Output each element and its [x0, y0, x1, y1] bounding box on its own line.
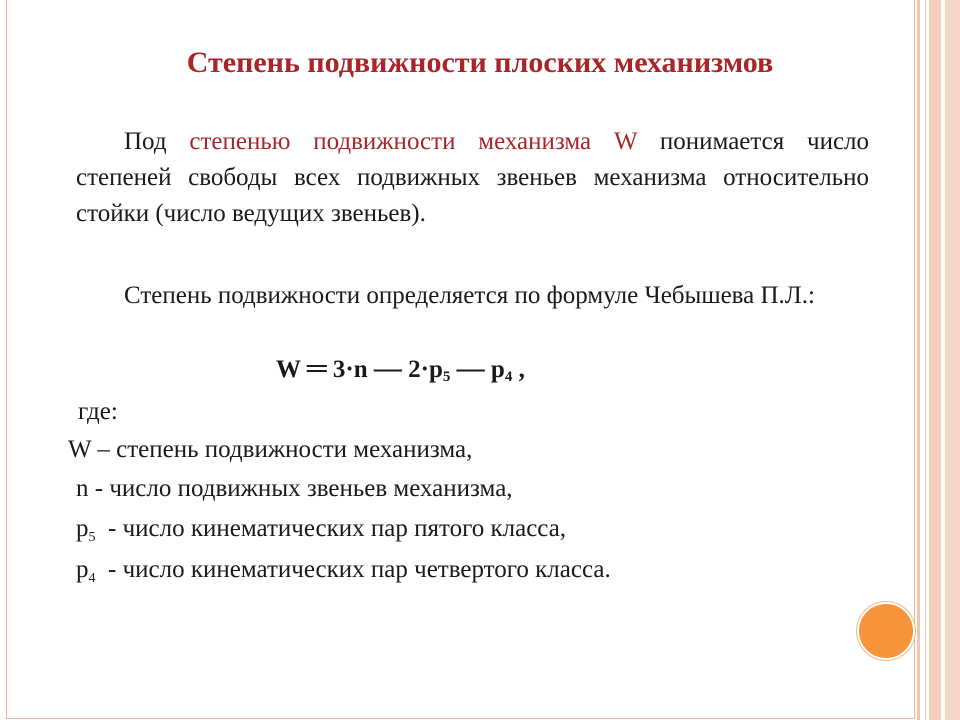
- where-label: где:: [78, 398, 118, 425]
- def-p4-symbol: p: [76, 556, 89, 583]
- formula-term-3-sub: 4: [504, 369, 513, 385]
- slide-title: Степень подвижности плоских механизмов: [186, 46, 774, 79]
- def-p5-text: - число кинематических пар пятого класса,: [95, 515, 567, 542]
- definition-paragraph: [76, 124, 869, 232]
- stripe: [945, 0, 960, 720]
- decorative-stripes: [915, 0, 960, 720]
- def-w: W – степень подвижности механизма,: [68, 436, 473, 463]
- chebyshev-formula: [276, 353, 525, 386]
- decorative-circle: [857, 602, 915, 660]
- formula-minus-2: —: [456, 353, 485, 384]
- def-p4: [76, 556, 611, 587]
- formula-tail: ,: [518, 356, 525, 383]
- formula-term-2: 2·p: [408, 356, 443, 383]
- def-p5: [76, 515, 566, 546]
- para1-highlight: степенью подвижности механизма W: [189, 128, 638, 155]
- formula-intro-paragraph: [76, 278, 869, 314]
- para1-lead: Под: [124, 128, 167, 155]
- formula-minus-1: —: [373, 353, 402, 384]
- stripe: [925, 0, 926, 720]
- def-p5-sub: 5: [88, 530, 96, 545]
- stripe: [917, 0, 920, 720]
- para1-rest: понимается число степеней свободы всех подвижных звеньев механизма относительно стойки (число ведущих звеньев).: [76, 128, 870, 227]
- stripe: [929, 0, 941, 720]
- def-p5-symbol: p: [76, 515, 89, 542]
- formula-term-3: p: [490, 356, 505, 383]
- def-n: n - число подвижных звеньев механизма,: [76, 475, 513, 502]
- formula-term-2-sub: 5: [442, 369, 451, 385]
- formula-term-1: 3·n: [332, 356, 368, 383]
- para2-text: Степень подвижности определяется по формуле Чебышева П.Л.:: [124, 282, 815, 309]
- def-p4-sub: 4: [88, 571, 96, 586]
- formula-equals: ═: [306, 353, 327, 384]
- formula-lhs: W: [276, 356, 301, 383]
- def-p4-text: - число кинематических пар четвертого класса.: [95, 556, 611, 583]
